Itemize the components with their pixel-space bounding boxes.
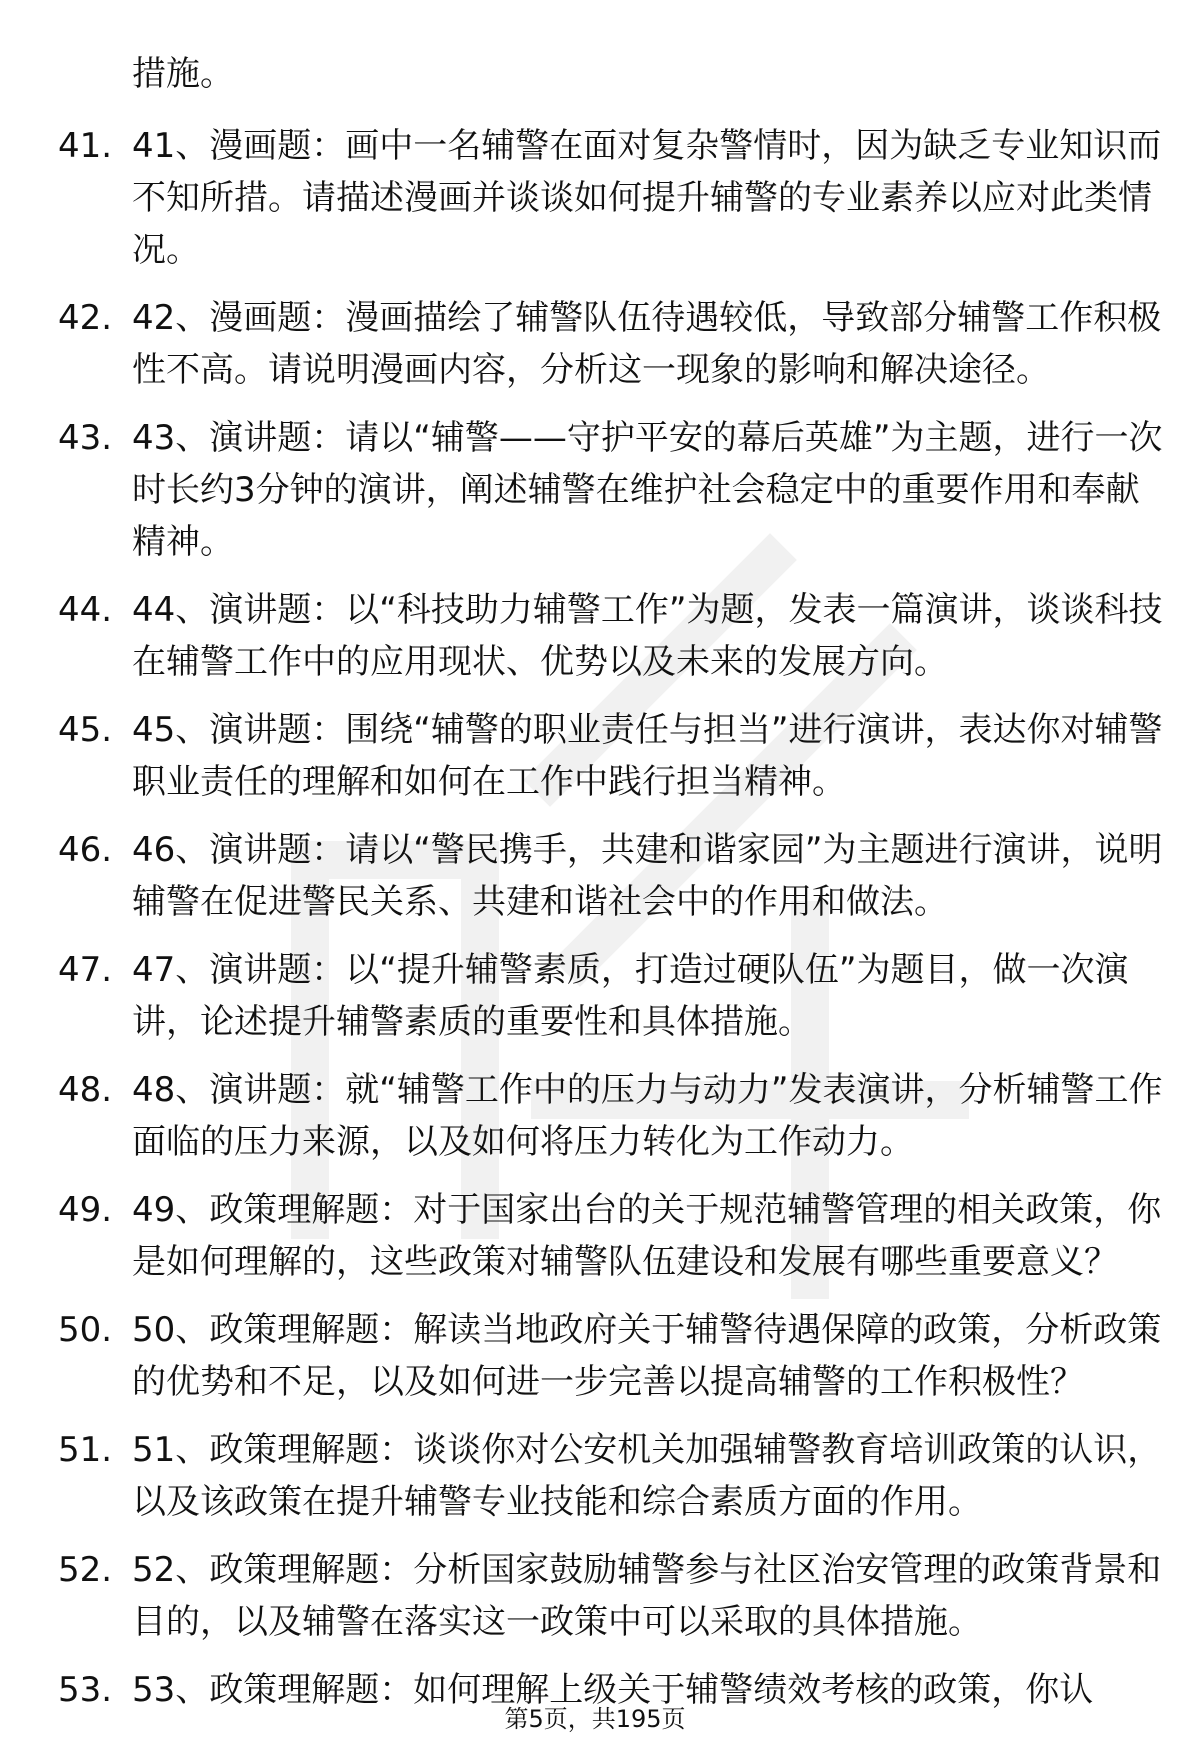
question-number: 50. xyxy=(58,1310,113,1350)
question-text: 43、演讲题：请以“辅警——守护平安的幕后英雄”为主题，进行一次时长约3分钟的演讲，阐述辅警在维护社会稳定中的重要作用和奉献精神。 xyxy=(132,418,1163,562)
question-item xyxy=(0,944,1190,1048)
question-text: 48、演讲题：就“辅警工作中的压力与动力”发表演讲，分析辅警工作面临的压力来源，以及如何将压力转化为工作动力。 xyxy=(132,1070,1163,1162)
question-text: 42、漫画题：漫画描绘了辅警队伍待遇较低，导致部分辅警工作积极性不高。请说明漫画内容，分析这一现象的影响和解决途径。 xyxy=(132,298,1162,390)
question-text: 51、政策理解题：谈谈你对公安机关加强辅警教育培训政策的认识，以及该政策在提升辅警专业技能和综合素质方面的作用。 xyxy=(132,1430,1162,1522)
question-number: 41. xyxy=(58,126,113,166)
question-item xyxy=(0,1424,1190,1528)
question-item xyxy=(0,1184,1190,1288)
question-item xyxy=(0,824,1190,928)
question-text: 46、演讲题：请以“警民携手，共建和谐家园”为主题进行演讲，说明辅警在促进警民关系、共建和谐社会中的作用和做法。 xyxy=(132,830,1163,922)
question-number: 43. xyxy=(58,418,113,458)
question-number: 48. xyxy=(58,1070,113,1110)
page-footer: 第5页，共195页 xyxy=(504,1705,686,1733)
question-number: 45. xyxy=(58,710,113,750)
question-number: 53. xyxy=(58,1670,113,1710)
question-item xyxy=(0,704,1190,808)
question-number: 47. xyxy=(58,950,113,990)
question-text: 53、政策理解题：如何理解上级关于辅警绩效考核的政策，你认 xyxy=(132,1670,1094,1710)
question-text: 50、政策理解题：解读当地政府关于辅警待遇保障的政策，分析政策的优势和不足，以及如何进一步完善以提高辅警的工作积极性？ xyxy=(132,1310,1162,1402)
question-number: 51. xyxy=(58,1430,113,1470)
question-text: 41、漫画题：画中一名辅警在面对复杂警情时，因为缺乏专业知识而不知所措。请描述漫画并谈谈如何提升辅警的专业素养以应对此类情况。 xyxy=(132,126,1162,270)
question-text: 52、政策理解题：分析国家鼓励辅警参与社区治安管理的政策背景和目的，以及辅警在落实这一政策中可以采取的具体措施。 xyxy=(132,1550,1162,1642)
question-item xyxy=(0,1304,1190,1408)
question-number: 46. xyxy=(58,830,113,870)
question-number: 52. xyxy=(58,1550,113,1590)
question-item xyxy=(0,584,1190,688)
question-item xyxy=(0,120,1190,276)
question-number: 44. xyxy=(58,590,113,630)
question-text: 49、政策理解题：对于国家出台的关于规范辅警管理的相关政策，你是如何理解的，这些政策对辅警队伍建设和发展有哪些重要意义？ xyxy=(132,1190,1162,1282)
question-number: 42. xyxy=(58,298,113,338)
question-item xyxy=(0,1544,1190,1648)
question-item xyxy=(0,1064,1190,1168)
question-text: 47、演讲题：以“提升辅警素质，打造过硬队伍”为题目，做一次演讲，论述提升辅警素质的重要性和具体措施。 xyxy=(132,950,1129,1042)
question-number: 49. xyxy=(58,1190,113,1230)
question-list xyxy=(0,120,1190,1732)
continuation-text: 措施。 xyxy=(132,54,234,94)
question-item xyxy=(0,412,1190,568)
question-text: 45、演讲题：围绕“辅警的职业责任与担当”进行演讲，表达你对辅警职业责任的理解和如何在工作中践行担当精神。 xyxy=(132,710,1163,802)
question-item xyxy=(0,292,1190,396)
question-text: 44、演讲题：以“科技助力辅警工作”为题，发表一篇演讲，谈谈科技在辅警工作中的应用现状、优势以及未来的发展方向。 xyxy=(132,590,1163,682)
